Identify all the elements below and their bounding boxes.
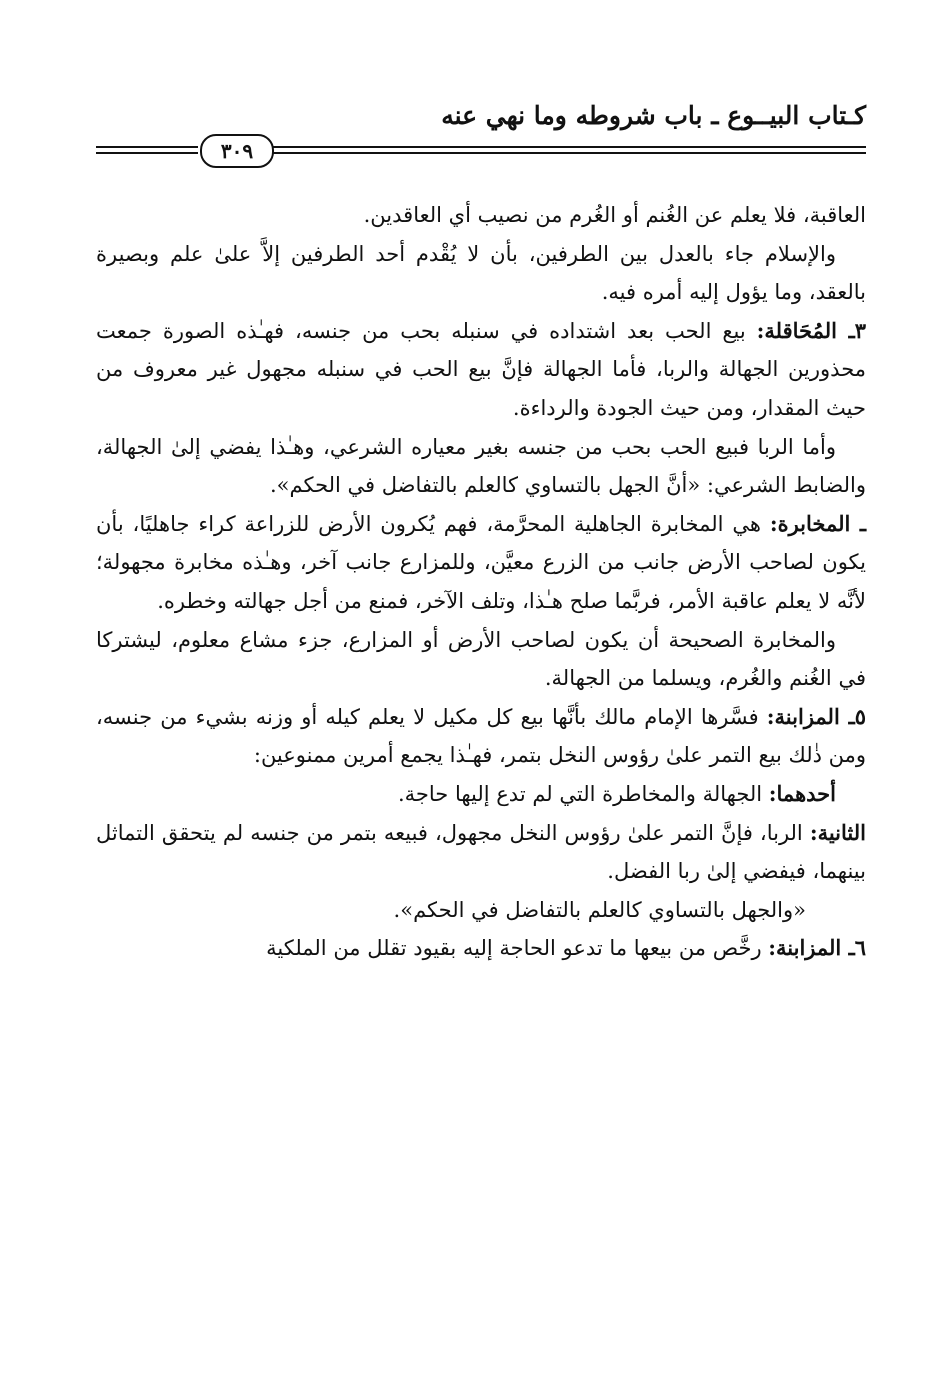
sub-item: [96, 814, 866, 891]
page-header: [96, 96, 866, 186]
paragraph: العاقبة، فلا يعلم عن الغُنم أو الغُرم من نصيب أي العاقدين.: [363, 203, 866, 227]
item-text: بيع الحب بعد اشتداده في سنبله بحب من جنسه، فهـٰذه الصورة جمعت محذورين الجهالة والربا، فأما الجهالة فإنَّ بيع الحب في سنبله مجهول غير معروف من حيث المقدار، ومن حيث الجودة والرداءة.: [96, 318, 866, 420]
item-term: ٥ـ المزابنة:: [766, 703, 866, 729]
item-text: رخَّص من بيعها ما تدعو الحاجة إليه بقيود تقلل من الملكية: [266, 936, 769, 961]
paragraph: والمخابرة الصحيحة أن يكون لصاحب الأرض أو المزارع، جزء مشاع معلوم، ليشتركا في الغُنم والغُرم، ويسلما من الجهالة.: [96, 627, 866, 691]
list-item: [96, 698, 866, 775]
item-term: الثانية:: [809, 819, 866, 845]
item-text: هي المخابرة الجاهلية المحرَّمة، فهم يُكرون الأرض للزراعة كراء جاهليًا، بأن يكون لصاحب الأرض جانب من الزرع معيَّن، وللمزارع جانب آخر، وهـٰذه مخابرة مجهولة؛ لأنَّه لا يعلم عاقبة الأمر، فربَّما صلح هـٰذا، وتلف الآخر، فمنع من أجل جهالته وخطره.: [96, 511, 866, 613]
body-text: [96, 196, 866, 968]
item-term: ٦ـ المزابنة:: [768, 935, 866, 961]
item-term: أحدهما:: [768, 780, 836, 806]
item-text: الربا، فإنَّ التمر علىٰ رؤوس النخل مجهول، فبيعه بتمر من جنسه لم يتحقق التماثل بينهما، فيفضي إلىٰ ربا الفضل.: [96, 820, 866, 884]
sub-item: [96, 775, 866, 814]
item-text: الجهالة والمخاطرة التي لم تدع إليها حاجة.: [397, 781, 769, 806]
list-item: [96, 505, 866, 621]
header-rule-right: [272, 146, 866, 154]
item-text: فسَّرها الإمام مالك بأنَّها بيع كل مكيل لا يعلم كيله أو وزنه بشيء من جنسه، ومن ذٰلك بيع التمر علىٰ رؤوس النخل بتمر، فهـٰذا يجمع أمرين ممنوعين:: [96, 704, 866, 768]
paragraph: والإسلام جاء بالعدل بين الطرفين، بأن لا يُقْدم أحد الطرفين إلاَّ علىٰ علم وبصيرة بالعقد، وما يؤول إليه أمره فيه.: [96, 241, 866, 305]
list-item: [96, 929, 866, 968]
quote: «والجهل بالتساوي كالعلم بالتفاضل في الحكم».: [393, 897, 806, 922]
item-term: ٣ـ المُحَاقلة:: [756, 317, 866, 343]
paragraph: وأما الربا فبيع الحب بحب من جنسه بغير معياره الشرعي، وهـٰذا يفضي إلىٰ الجهالة، والضابط الشرعي: «أنَّ الجهل بالتساوي كالعلم بالتفاضل في الحكم».: [96, 434, 866, 498]
header-rule-left: [96, 146, 198, 154]
list-item: [96, 312, 866, 428]
running-title: كـتاب البيــوع ـ باب شروطه وما نهي عنه: [441, 101, 866, 130]
item-term: ـ المخابرة:: [769, 510, 866, 536]
page-number: ٣٠٩: [200, 134, 274, 168]
